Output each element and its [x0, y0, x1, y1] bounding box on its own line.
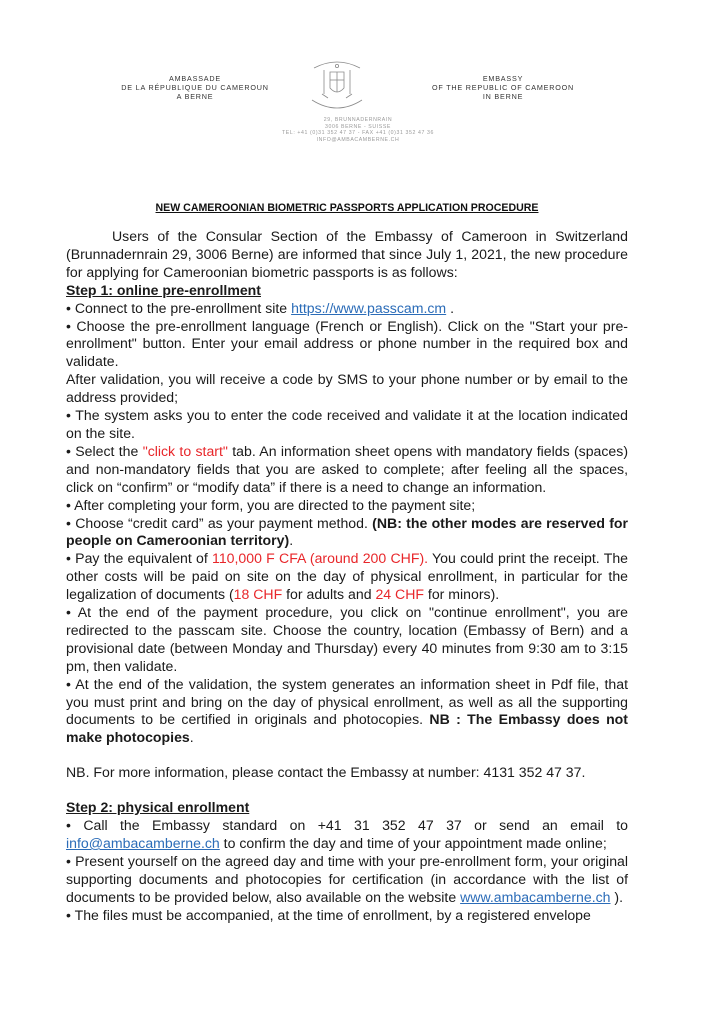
- coat-of-arms-icon: [300, 54, 374, 118]
- nb-payment-modes: (NB: the other modes are reserved for people on Cameroonian territory): [66, 514, 628, 549]
- step2-call: [66, 817, 628, 853]
- text: • Present yourself on the agreed day and time with your pre-enrollment form, your original supporting documents and photocopies for certification (in accordance with the list of documents to be provided below, also available on the website: [66, 852, 628, 905]
- text: • Connect to the pre-enrollment site: [66, 299, 292, 316]
- letterhead-line: DE LA RÉPUBLIQUE DU CAMEROUN: [121, 83, 269, 92]
- step1-heading: Step 1: online pre-enrollment: [66, 281, 261, 298]
- text: You could print the receipt. The other costs will be paid on site on the day of physical enrollment, in particular for the legalization of documents (: [66, 550, 628, 603]
- passcam-link[interactable]: https://www.passcam.cm: [291, 299, 447, 316]
- step1-continue: • At the end of the payment procedure, you click on "continue enrollment", you are redirected to the passcam site. Choose the country, location (Embassy of Bern) and a provisional date (between Monday and Thursday) every 40 minutes from 9:30 am to 3:15 pm, then validate.: [66, 604, 628, 674]
- step1-credit-card: [66, 515, 628, 551]
- step1-connect: [66, 300, 628, 318]
- letterhead-line: EMBASSY: [482, 74, 524, 83]
- text: .: [289, 532, 294, 549]
- text: • At the end of the validation, the system generates an information sheet in Pdf file, that you must print and bring on the day of physical enrollment, as well as all the supporting documents to be certified in originals and photocopies.: [66, 675, 628, 728]
- letterhead-english: [408, 74, 598, 101]
- text: for minors).: [424, 586, 500, 603]
- minor-fee: 24 CHF: [375, 586, 425, 603]
- step2-present: [66, 853, 628, 907]
- step1-code: • The system asks you to enter the code received and validate it at the location indicated on the site.: [66, 407, 628, 441]
- step1-language: • Choose the pre-enrollment language (French or English). Click on the "Start your pre-enrollment" button. Enter your email address or phone number in the required box and validate.: [66, 317, 628, 370]
- email-link[interactable]: info@ambacamberne.ch: [66, 835, 220, 851]
- letterhead-address: [208, 117, 508, 143]
- adult-fee: 18 CHF: [233, 586, 283, 603]
- text: .: [189, 729, 194, 746]
- text: to confirm the day and time of your appointment made online;: [219, 835, 607, 851]
- step2-heading: Step 2: physical enrollment: [66, 799, 250, 816]
- step2-envelope: • The files must be accompanied, at the time of enrollment, by a registered envelope: [66, 906, 591, 923]
- contact-note: NB. For more information, please contact the Embassy at number: 4131 352 47 37.: [66, 764, 586, 781]
- step1-payment-site: • After completing your form, you are directed to the payment site;: [66, 496, 476, 513]
- text: tab. An information sheet opens with mandatory fields (spaces) and non-mandatory fields that you are asked to complete; after feeling all the spaces, click on “confirm” or “modify data” if there is a need to change an information.: [66, 442, 629, 495]
- letterhead-line: A BERNE: [176, 92, 214, 101]
- address-line: INFO@AMBACAMBERNE.CH: [316, 136, 400, 143]
- intro-paragraph: Users of the Consular Section of the Embassy of Cameroon in Switzerland (Brunnadernrain 29, 3006 Berne) are informed that since July 1, 2021, the new procedure for applying for Cameroonian biometric passports is as follows:: [66, 228, 628, 280]
- text: • Pay the equivalent of: [66, 550, 213, 567]
- letterhead-line: IN BERNE: [482, 92, 524, 101]
- letterhead: [0, 0, 717, 150]
- letterhead-line: OF THE REPUBLIC OF CAMEROON: [431, 83, 575, 92]
- address-line: TEL: +41 (0)31 352 47 37 - FAX +41 (0)31 352 47 36: [282, 130, 434, 137]
- step1-click-start: [66, 443, 628, 497]
- text: • Call the Embassy standard on +41 31 352 47 37 or send an email to: [66, 817, 628, 834]
- address-line: 29, BRUNNADERNRAIN: [323, 117, 393, 123]
- nb-photocopies: NB : The Embassy does not make photocopies: [66, 711, 628, 746]
- text: • Select the: [66, 442, 143, 459]
- text: ).: [610, 888, 624, 905]
- website-link[interactable]: www.ambacamberne.ch: [460, 888, 611, 905]
- text: .: [446, 299, 454, 316]
- letterhead-line: AMBASSADE: [169, 74, 221, 83]
- step1-validation: After validation, you will receive a code by SMS to your phone number or by email to the address provided;: [66, 371, 628, 406]
- click-to-start-highlight: "click to start": [142, 442, 228, 459]
- address-line: 3006 BERNE - SUISSE: [325, 123, 391, 130]
- text: for adults and: [282, 586, 376, 603]
- document-title: NEW CAMEROONIAN BIOMETRIC PASSPORTS APPLICATION PROCEDURE: [155, 202, 539, 214]
- text: • Choose “credit card” as your payment method.: [66, 514, 373, 531]
- step1-pay: [66, 550, 628, 604]
- fee-amount: 110,000 F CFA (around 200 CHF).: [212, 550, 429, 567]
- letterhead-french: [100, 74, 290, 101]
- step1-pdf-sheet: [66, 676, 628, 748]
- document-body: [66, 202, 628, 925]
